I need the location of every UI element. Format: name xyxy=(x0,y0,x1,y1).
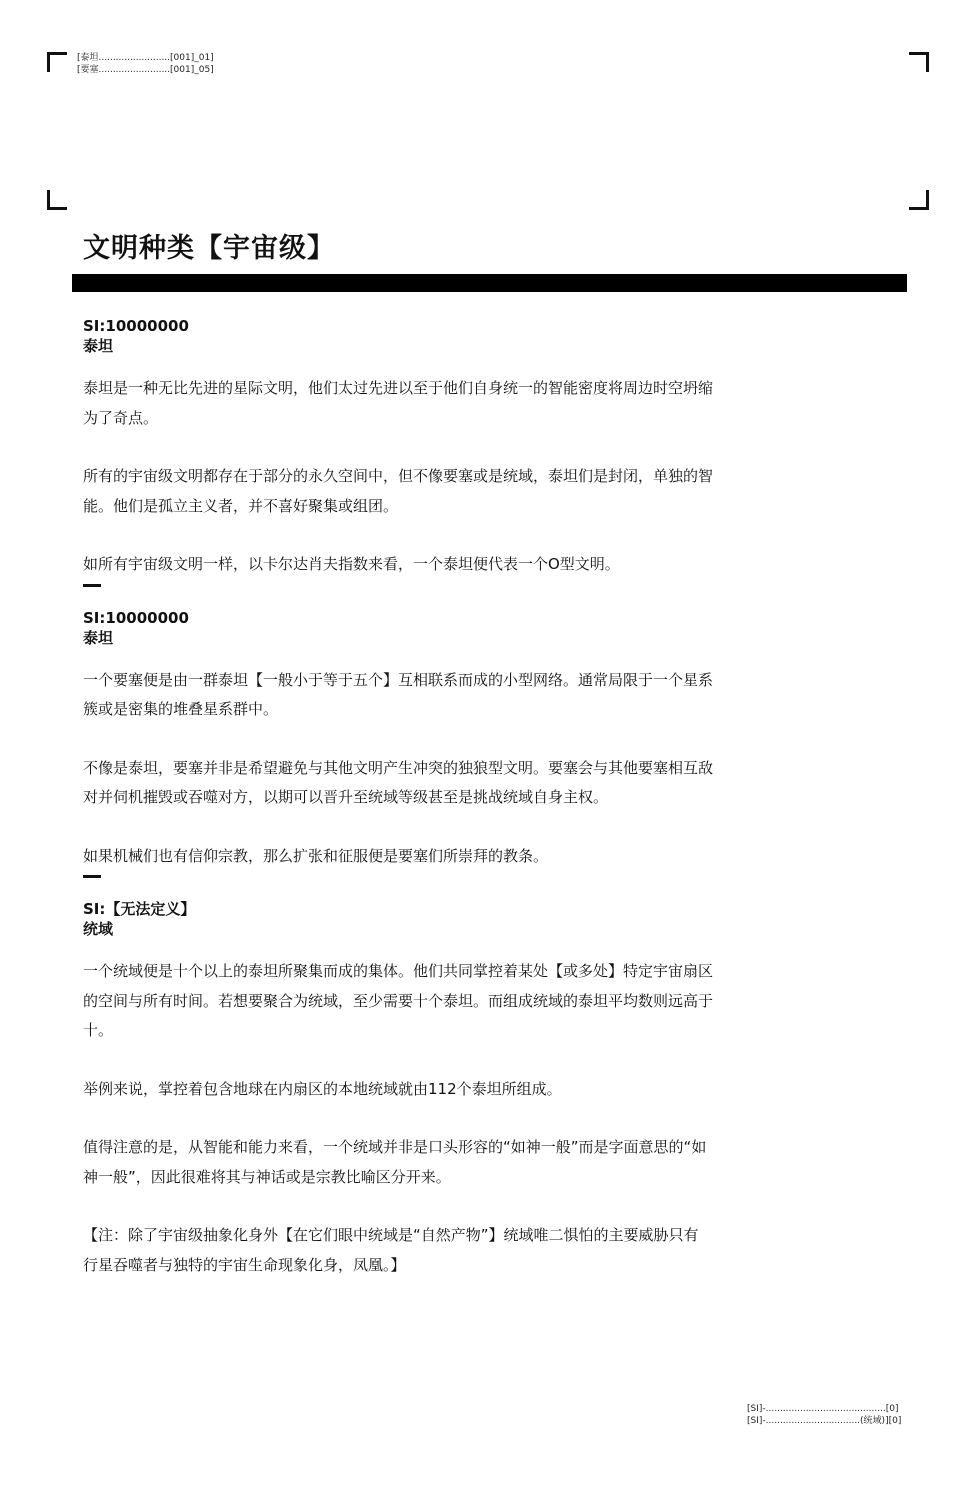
section-heading: 泰坦 xyxy=(83,628,114,647)
paragraph: 所有的宇宙级文明都存在于部分的永久空间中，但不像要塞或是统域，泰坦们是封闭，单独的智能。他们是孤立主义者，并不喜好聚集或组团。 xyxy=(83,467,714,515)
footer-references xyxy=(747,1403,905,1427)
section-divider xyxy=(83,584,101,587)
si-value: SI:10000000 xyxy=(83,317,189,335)
corner-mark-bottom-right xyxy=(909,190,929,210)
corner-mark-top-left xyxy=(47,52,67,72)
paragraph: 如所有宇宙级文明一样，以卡尔达肖夫指数来看，一个泰坦便代表一个O型文明。 xyxy=(83,555,620,573)
paragraph: 不像是泰坦，要塞并非是希望避免与其他文明产生冲突的独狼型文明。要塞会与其他要塞相互敌对并伺机摧毁或吞噬对方，以期可以晋升至统域等级甚至是挑战统域自身主权。 xyxy=(83,758,714,806)
footer-ref-line: [SI]-..........................................[0] xyxy=(747,1404,899,1414)
section-titan xyxy=(83,316,713,580)
si-value: SI:10000000 xyxy=(83,608,189,627)
section-heading: 泰坦 xyxy=(83,337,114,355)
corner-mark-top-right xyxy=(909,52,929,72)
corner-mark-bottom-left xyxy=(47,190,67,210)
paragraph: 值得注意的是，从智能和能力来看，一个统域并非是口头形容的“如神一般”而是字面意思的“如神一般”，因此很难将其与神话或是宗教比喻区分开来。 xyxy=(83,1138,707,1186)
section-dominion xyxy=(83,899,713,1280)
footer-ref-line: [SI]-.................................(统域)][0] xyxy=(747,1416,902,1426)
header-ref-line: [要塞.........................[001]_05] xyxy=(77,65,214,75)
section-divider xyxy=(83,875,101,878)
section-heading: 统域 xyxy=(83,920,114,938)
paragraph: 泰坦是一种无比先进的星际文明，他们太过先进以至于他们自身统一的智能密度将周边时空坍缩为了奇点。 xyxy=(83,379,714,427)
paragraph: 一个要塞便是由一群泰坦【一般小于等于五个】互相联系而成的小型网络。通常局限于一个星系簇或是密集的堆叠星系群中。 xyxy=(83,670,714,718)
page-title: 文明种类【宇宙级】 xyxy=(83,233,335,264)
paragraph: 如果机械们也有信仰宗教，那么扩张和征服便是要塞们所崇拜的教条。 xyxy=(83,846,549,865)
paragraph: 一个统域便是十个以上的泰坦所聚集而成的集体。他们共同掌控着某处【或多处】特定宇宙扇区的空间与所有时间。若想要聚合为统域，至少需要十个泰坦。而组成统域的泰坦平均数则远高于十。 xyxy=(83,962,714,1039)
note-paragraph: 【注：除了宇宙级抽象化身外【在它们眼中统域是“自然产物”】统域唯二惧怕的主要威胁只有行星吞噬者与独特的宇宙生命现象化身，凤凰。】 xyxy=(83,1226,699,1274)
si-value: SI:【无法定义】 xyxy=(83,900,196,918)
section-fortress xyxy=(83,608,713,872)
header-ref-line: [泰坦.........................[001]_01] xyxy=(77,53,214,63)
title-underline-bar xyxy=(72,274,907,292)
header-references xyxy=(77,52,214,76)
document-body xyxy=(83,316,713,1284)
paragraph: 举例来说，掌控着包含地球在内扇区的本地统域就由112个泰坦所组成。 xyxy=(83,1079,562,1098)
